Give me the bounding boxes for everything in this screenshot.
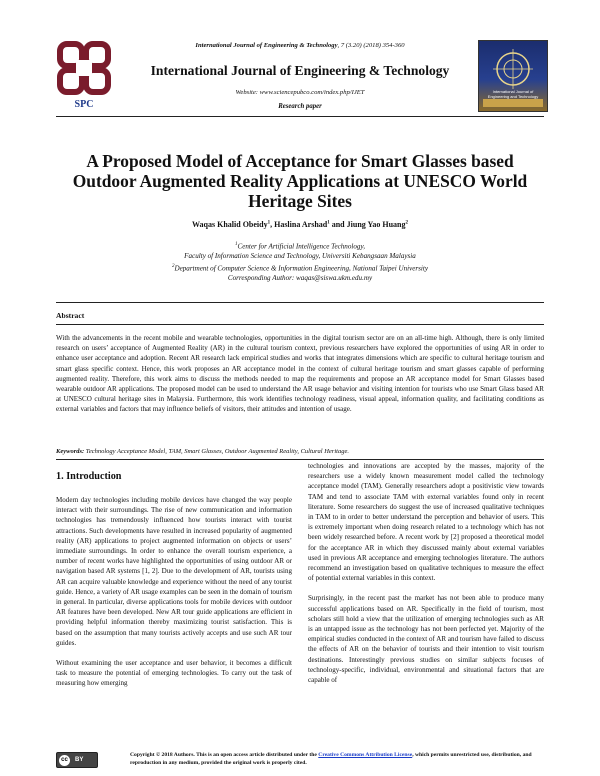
citation-journal: International Journal of Engineering & Technology xyxy=(195,42,338,49)
abstract-text: With the advancements in the recent mobile and wearable technologies, opportunities in the digital tourism sector are on an all-time high. Although, there is only limited research on users’ acceptance of Augmented Reality (AR) in the cultural tourism context, previous researchers have explored the opportunities of using AR in order to enhance user acceptance and adoption. Recent AR research lack empirical studies and works that integrates dimensions which are specific to cultural heritage tourism and smart glass specific context. Hence, this work proposes an AR acceptance model in the context of cultural heritage tourism and smart glasses capable of performing augmented reality. Therefore, this work aims to discuss the methods needed to map the requirements and propose an AR acceptance model for Smart Glasses based wearable outdoor AR applications. The proposed model can be used to understand the AR usage behavior and visiting intention for tourists who use Smart Glass based AR at UNESCO cultural heritage sites in Malaysia. Furthermore, this work identifies technology readiness, visual appeal, information quality, and facilitating conditions as external variables and factors that may influence beliefs of visitors, their attitudes and intention of usage. xyxy=(56,334,544,414)
by-label: BY xyxy=(75,757,84,763)
affil-1-line-2: Faculty of Information Science and Technology, Universiti Kebangsaan Malaysia xyxy=(184,251,416,260)
keywords-list: Technology Acceptance Model, TAM, Smart Glasses, Outdoor Augmented Reality, Cultural Heritage. xyxy=(84,448,349,455)
author-1-affil: 1 xyxy=(267,220,271,226)
intro-paragraph-2: Without examining the user acceptance and user behavior, it becomes a difficult task to measure the potential of emerging technologies. To carry out the task of measuring how emerging xyxy=(56,659,292,688)
author-2: Haslina Arshad xyxy=(274,220,328,229)
logo-text: SPC xyxy=(74,99,94,110)
keywords-line xyxy=(56,448,544,455)
website-link[interactable]: www.sciencepubco.com/index.php/IJET xyxy=(259,89,365,96)
right-column xyxy=(308,461,544,695)
website-line xyxy=(0,89,600,96)
abstract-bottom-divider xyxy=(56,459,544,460)
author-3-affil: 2 xyxy=(405,220,408,226)
paper-title xyxy=(60,151,540,211)
intro-paragraph-4: Surprisingly, in the recent past the market has not been able to produce many successful applications based on AR. Specifically in the field of tourism, most scholars still hold a view that the utilization of emerging technologies such as AR is an untapped issue as the technology has not been perfected yet. Majority of the empirical studies conducted in the context of AR and tourism have failed to discuss the effects of AR on the behavior of tourists and their intention to visit tourism destinations. Interestingly previous studies on similar subjects focuses of technology-specific, individual, environmental and situational factors that are capable of xyxy=(308,594,544,685)
author-3: Jiung Yao Huang xyxy=(346,220,406,229)
copyright-text-1: Copyright © 2018 Authors. This is an open access article distributed under the xyxy=(130,752,319,758)
citation-line xyxy=(0,42,600,49)
header-divider xyxy=(56,116,544,117)
cc-icon: cc xyxy=(59,755,70,766)
left-column xyxy=(56,495,292,699)
paper-type: Research paper xyxy=(278,103,322,110)
affil-2-mark: 2 xyxy=(171,263,175,269)
website-prefix: Website: xyxy=(235,89,260,96)
section-heading-introduction: 1. Introduction xyxy=(56,471,122,482)
intro-paragraph-1: Modern day technologies including mobile devices have changed the way people interact with their surroundings. The rise of new communication and information technologies has tremendously influenced how tourists interact with tourist attractions. Such developments have resulted in increased popularity of augmented reality (AR) applications to project augmented information on objects or users’ immediate surroundings. In order to enhance the overall tourism experience, a number of recent works have highlighted the opportunities of using outdoor AR or navigation based AR systems [1, 2]. Due to the development of AR, tourists using AR can acquire valuable knowledge and experience without the need of any tourist guide. Hence, a variety of AR usage examples can be seen in the domain of tourism in general. In particular, diverse applications tools for mobile devices with outdoor AR features have been developed. New AR tour guide applications are efficient in providing helpful information thereby maximizing tourist satisfaction. This is based on the assumption that many tourists actively accepts and use such AR tour guides. xyxy=(56,496,292,647)
author-sep-1: , xyxy=(270,220,275,229)
author-sep-2: and xyxy=(329,220,347,229)
title-line-1: A Proposed Model of Acceptance for Smart Glasses based xyxy=(86,151,514,171)
abstract-heading-divider xyxy=(56,324,544,325)
title-line-2: Outdoor Augmented Reality Applications at UNESCO World xyxy=(72,171,528,191)
license-link[interactable]: Creative Commons Attribution License xyxy=(318,752,413,758)
author-2-affil: 1 xyxy=(327,220,330,226)
affil-1-line-1: Center for Artificial Intelligence Technology, xyxy=(237,242,365,251)
citation-volume: , 7 (3.20) (2018) 354-360 xyxy=(337,42,405,49)
journal-name: International Journal of Engineering & Technology xyxy=(150,63,450,78)
affil-2-line: Department of Computer Science & Information Engineering, National Taipei University xyxy=(174,263,428,272)
cc-by-license-badge[interactable] xyxy=(56,752,98,768)
author-1: Waqas Khalid Obeidy xyxy=(192,220,268,229)
copyright-text-2: , which permits unrestricted use, distribution, and reproduction in any medium, provided the original work is properly cited. xyxy=(130,752,532,766)
title-line-3: Heritage Sites xyxy=(248,191,352,211)
keywords-label: Keywords: xyxy=(56,448,85,455)
intro-paragraph-3: technologies and innovations are accepted by the masses, majority of the researchers use a widely known measurement model called the technology acceptance model (TAM). Generally researchers adopt a positivistic view towards TAM and tend to associate TAM with external variables found only in recent literature. Some researchers do suggest the use of increased qualitative techniques in TAM to in order to better understand the perception and behavior of users. This is extremely important when doing research related to a technology which has not been widely researched before. A recent work by [2] proposed a theoretical model for the acceptance AR in which they discussed mainly about external variables used in previous AR acceptance and emerging technologies literature. The authors recommend an investigation based on qualitative techniques to measure the effect of potential external variables in this context. xyxy=(308,462,544,583)
corresponding-author: Corresponding Author: waqas@siswa.ukm.edu.my xyxy=(227,273,373,282)
affiliations xyxy=(0,240,600,283)
affil-1-mark: 1 xyxy=(235,242,238,247)
author-list xyxy=(0,220,600,229)
abstract-heading: Abstract xyxy=(56,311,85,320)
abstract-top-divider xyxy=(56,302,544,303)
cover-title: International Journal of Engineering and Technology xyxy=(487,89,539,99)
copyright-footer xyxy=(130,751,550,767)
